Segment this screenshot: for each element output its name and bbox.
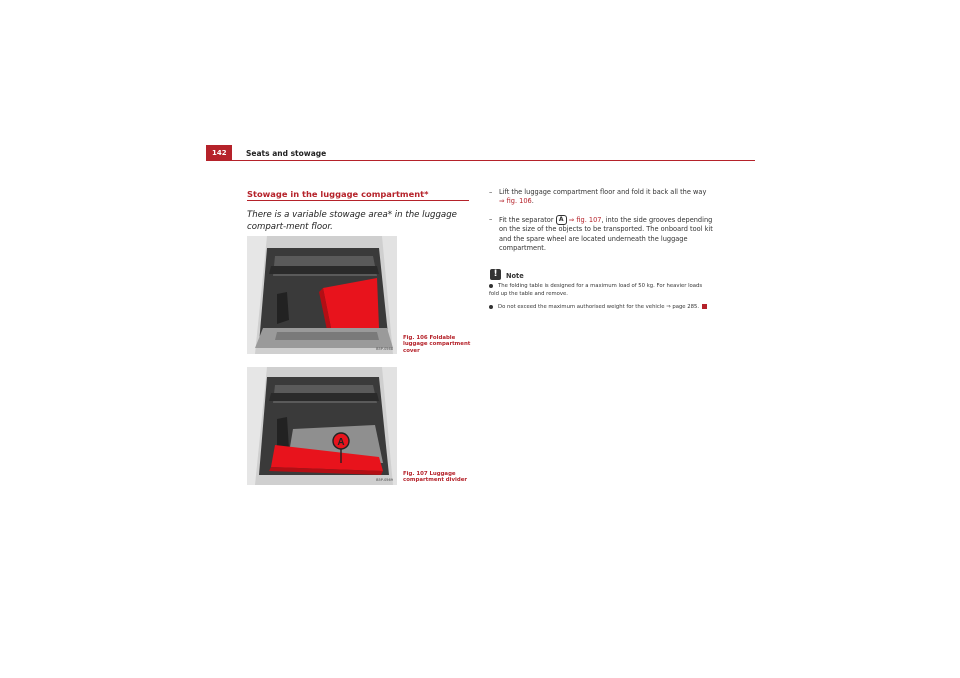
bullet-dot-icon — [489, 305, 493, 309]
section-title: Stowage in the luggage compartment* — [247, 189, 429, 199]
note-item-text: Do not exceed the maximum authorised weight for the vehicle ⇒ page 285. — [498, 304, 700, 310]
section-rule — [247, 200, 469, 201]
figure-106-image — [247, 236, 397, 354]
step-dash: – — [489, 215, 493, 223]
bullet-dot-icon — [489, 284, 493, 288]
running-title: Seats and stowage — [246, 149, 327, 158]
figure-code: B5P-0569 — [376, 478, 393, 482]
step-1-text: Lift the luggage compartment floor and fold it back all the way — [499, 188, 707, 196]
figure-106-caption: Fig. 106 Foldable luggage compartment cover — [403, 335, 471, 354]
page-number: 142 — [212, 149, 227, 157]
end-mark-icon — [702, 304, 707, 309]
fig-106-link[interactable]: ⇒ fig. 106 — [499, 197, 532, 206]
note-item — [489, 282, 711, 299]
header-rule — [206, 160, 755, 161]
callout-a-marker: A — [556, 215, 567, 225]
step-dash: – — [489, 188, 493, 196]
note-item — [489, 303, 711, 311]
figure-code: B5P-0568 — [376, 347, 393, 351]
step-1-end: . — [531, 197, 534, 206]
note-item-text: The folding table is designed for a maximum load of 50 kg. For heavier loads fold up the table and remove. — [489, 283, 703, 298]
section-intro: There is a variable stowage area* in the luggage compart-ment floor. — [247, 210, 457, 232]
fig-107-link[interactable]: ⇒ fig. 107 — [568, 216, 602, 224]
figure-107-caption: Fig. 107 Luggage compartment divider — [403, 471, 468, 484]
step-2-text-post: , into the side grooves depending on the size of the objects to be transported. The onboard tool kit and the spare wheel are located underneath the luggage compartment. — [499, 216, 713, 253]
step-1 — [489, 188, 713, 207]
note-icon: ! — [490, 269, 501, 280]
figure-107-image — [247, 367, 397, 485]
note-title: Note — [506, 272, 524, 280]
step-2 — [489, 215, 713, 254]
step-2-text-pre: Fit the separator — [499, 216, 554, 224]
callout-a-label: A — [337, 437, 345, 448]
